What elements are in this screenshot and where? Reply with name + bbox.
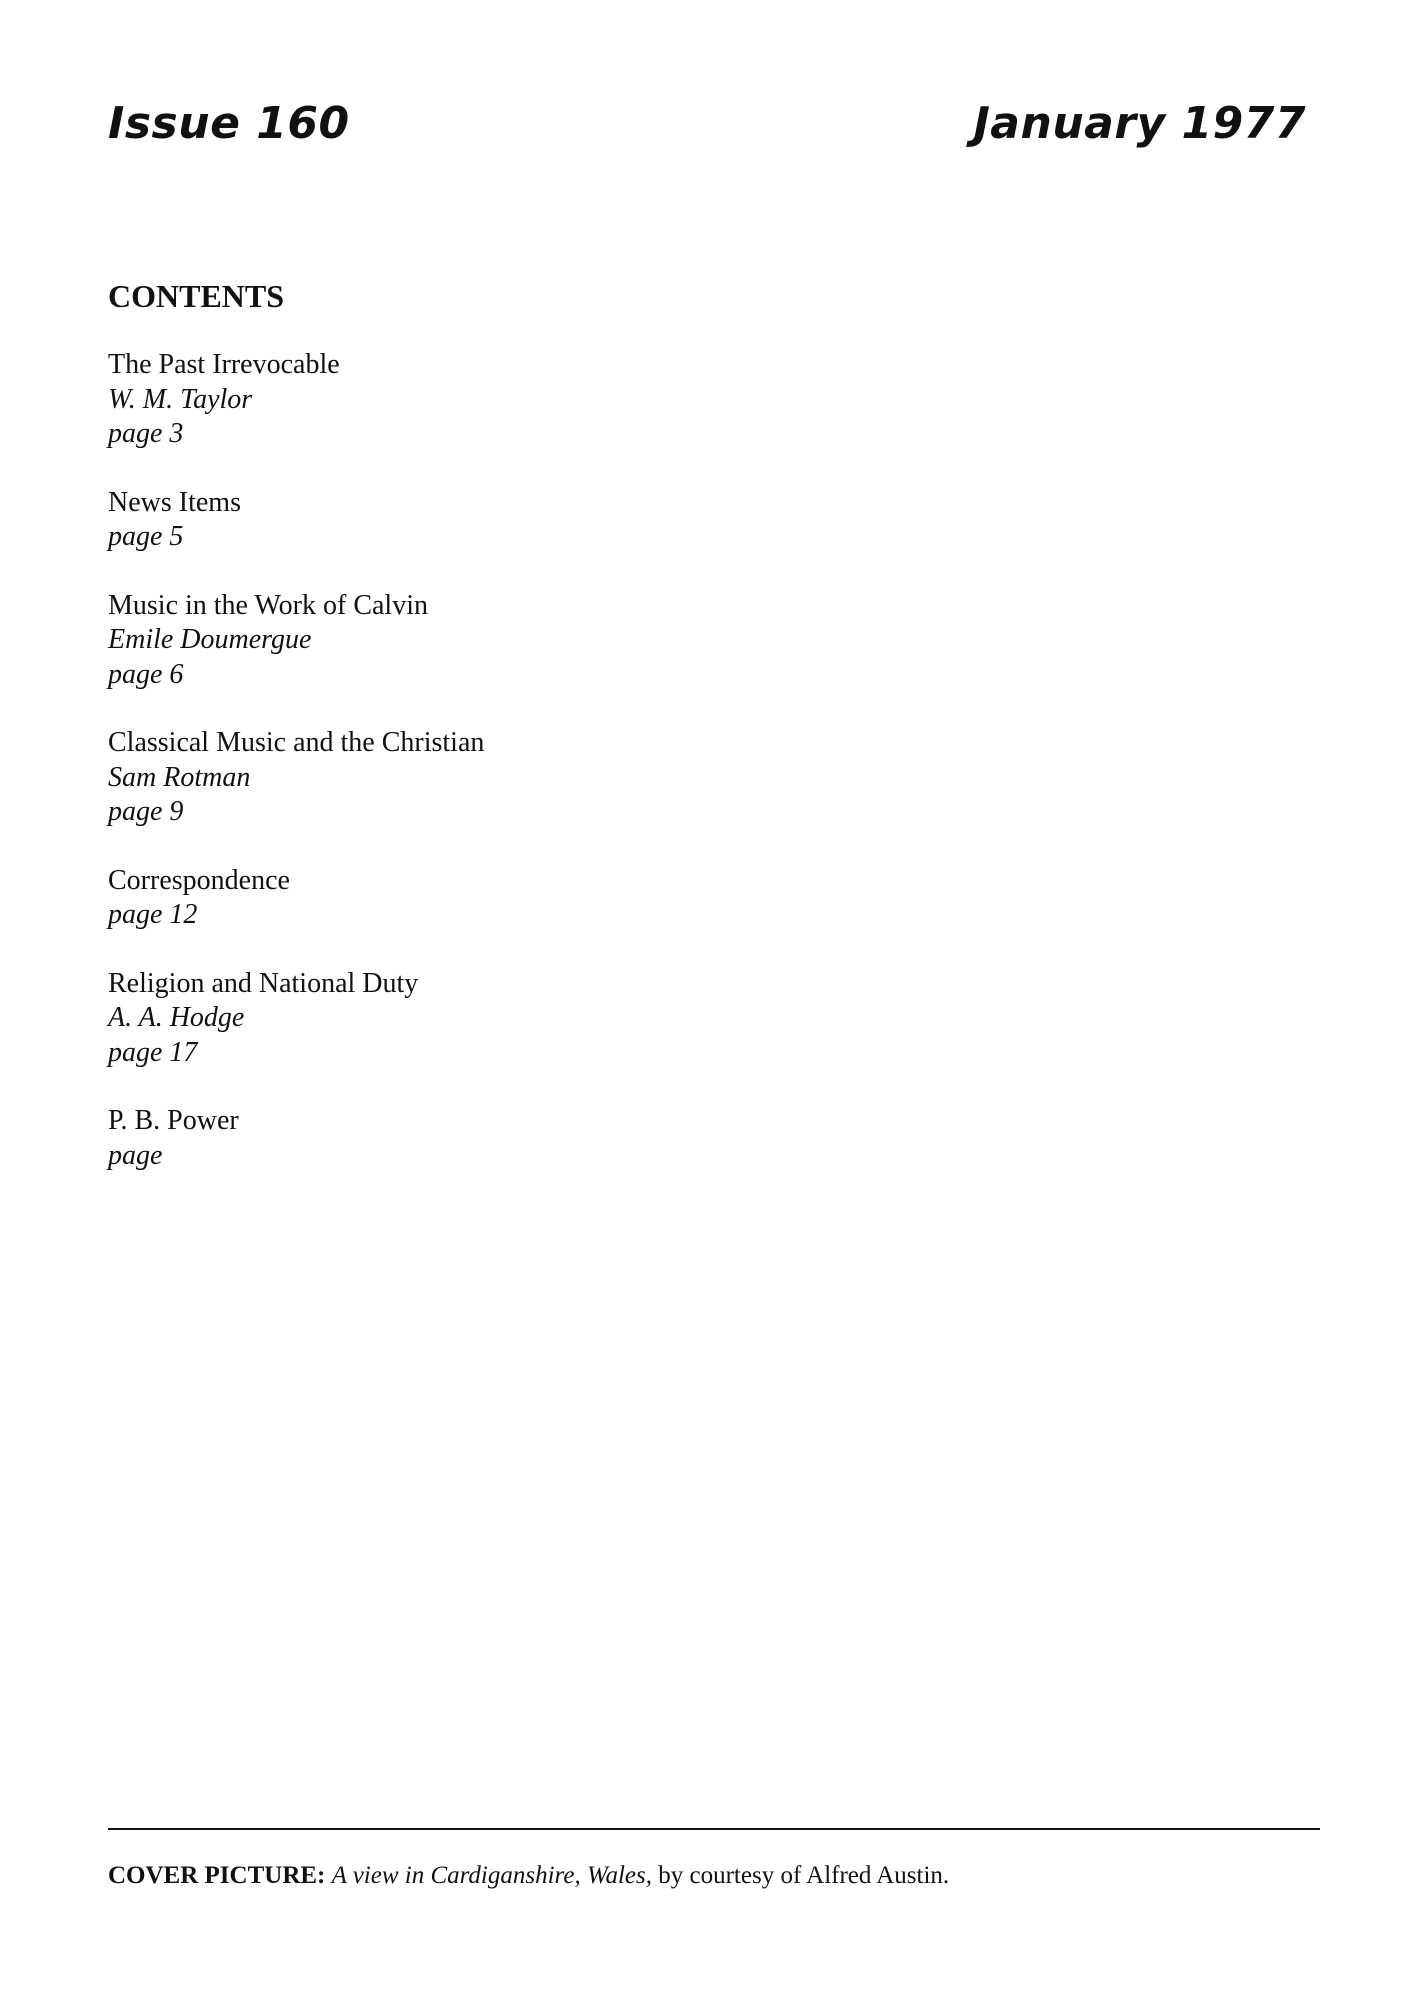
- cover-picture-label: COVER PICTURE:: [108, 1862, 326, 1889]
- cover-picture-description: A view in Cardiganshire, Wales,: [331, 1862, 652, 1889]
- toc-entry-author: A. A. Hodge: [108, 1002, 245, 1033]
- toc-entry-title: Religion and National Duty: [108, 967, 419, 999]
- toc-entry: [108, 967, 484, 1071]
- toc-entry: [108, 864, 484, 933]
- toc-entry-title: The Past Irrevocable: [108, 349, 340, 380]
- cover-picture-credit: by courtesy of Alfred Austin.: [658, 1862, 950, 1889]
- toc-entry: [108, 1104, 484, 1173]
- cover-picture-caption: [108, 1860, 949, 1892]
- footer-divider: [108, 1828, 1320, 1830]
- toc-entry: [108, 348, 484, 452]
- toc-entry-title: News Items: [108, 486, 241, 518]
- issue-number: Issue 160: [108, 98, 350, 149]
- toc-entry-author: W. M. Taylor: [108, 383, 253, 415]
- toc-entry-title: Classical Music and the Christian: [108, 727, 485, 758]
- toc-entry-page: page 12: [108, 899, 198, 930]
- table-of-contents: [108, 348, 484, 1207]
- toc-entry-title: P. B. Power: [108, 1105, 239, 1136]
- toc-entry-title: Music in the Work of Calvin: [108, 589, 428, 621]
- toc-entry-author: Emile Doumergue: [108, 624, 312, 655]
- toc-entry-page: page 17: [108, 1036, 198, 1068]
- toc-entry: [108, 589, 484, 693]
- toc-entry-page: page: [108, 1139, 163, 1171]
- toc-entry-page: page 6: [108, 658, 184, 690]
- toc-entry-page: page 5: [108, 521, 184, 552]
- contents-heading: CONTENTS: [108, 278, 285, 314]
- toc-entry-author: Sam Rotman: [108, 761, 251, 793]
- toc-entry-title: Correspondence: [108, 864, 290, 896]
- toc-entry-page: page 9: [108, 796, 184, 827]
- toc-entry: [108, 486, 484, 555]
- toc-entry-page: page 3: [108, 418, 184, 449]
- issue-date: January 1977: [973, 98, 1306, 149]
- toc-entry: [108, 726, 484, 830]
